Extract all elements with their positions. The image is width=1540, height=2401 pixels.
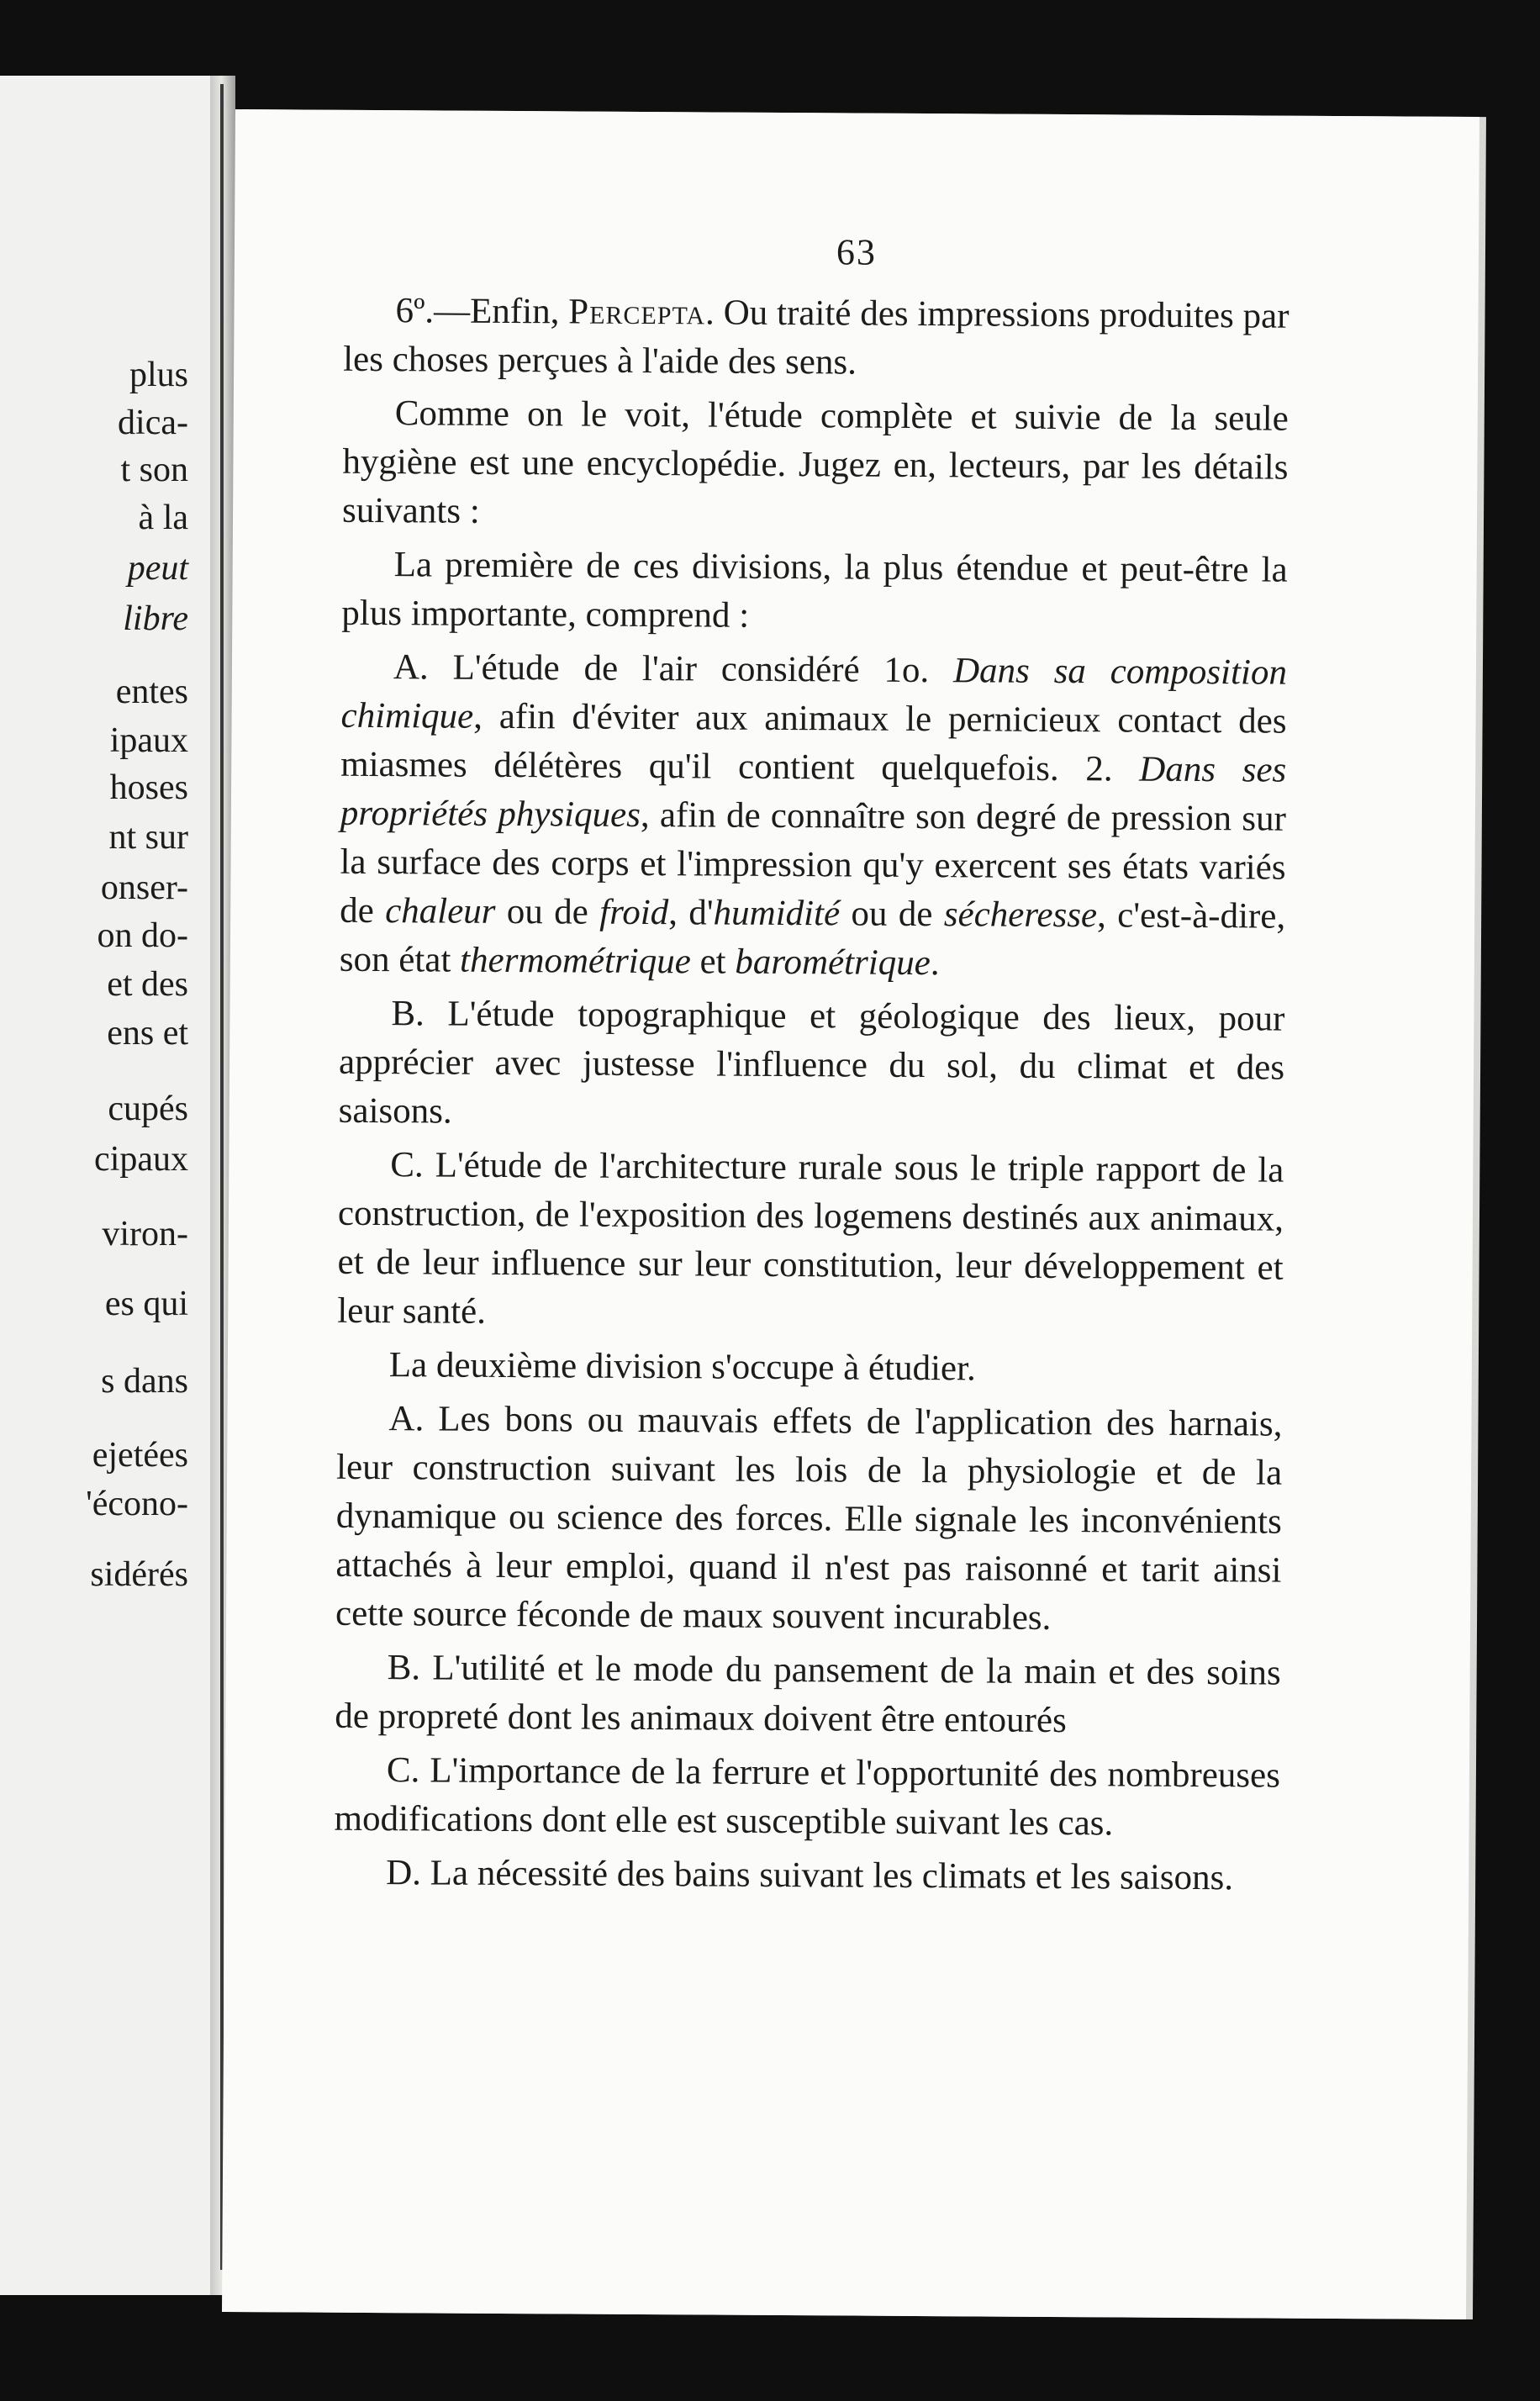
paragraph-p4 [340,643,1287,990]
text-segment: , c'est-à-dire, son état [339,895,1286,980]
text-segment: , d' [668,893,714,933]
book-page [222,109,1479,2319]
paragraph-p6 [337,1141,1284,1342]
left-page-fragment [0,76,210,2295]
left-page-line: ejetées [92,1436,188,1475]
left-page-line: s dans [101,1362,188,1401]
page-body-text [334,287,1289,1908]
text-segment: B. L'étude topographique et géologique des lieux, pour apprécier avec justesse l'influence du sol, du climat et des saisons. [338,994,1285,1132]
paragraph-p10 [334,1746,1280,1850]
paragraph-p7 [337,1341,1283,1396]
italic-text: sécheresse [943,894,1098,936]
left-page-line: nt sur [108,818,188,857]
left-page-line: à la [138,499,188,537]
text-segment: ou de [495,891,600,932]
italic-text: Dans ses propriétés physiques [340,749,1287,835]
page-number: 63 [836,231,878,273]
text-segment: C. L'importance de la ferrure et l'opportunité des nombreuses modifications dont elle est susceptible suivant les cas. [334,1750,1281,1844]
paragraph-p1 [343,287,1289,390]
text-segment: La première de ces divisions, la plus étendue et peut-être la plus importante, comprend : [341,545,1288,636]
italic-text: humidité [713,893,841,934]
paragraph-p3 [341,541,1288,644]
text-segment: D. La nécessité des bains suivant les climats et les saisons. [386,1853,1234,1898]
text-segment: La deuxième division s'occupe à étudier. [388,1345,976,1389]
left-page-line: ipaux [109,721,188,760]
text-segment: . Ou traité des impressions produites par les choses perçues à l'aide des sens. [343,293,1289,383]
italic-text: froid [599,892,669,933]
text-segment: , afin d'éviter aux animaux le pernicieux contact des miasmes délétères qu'il contient quelquefois. 2. [340,696,1287,789]
left-page-line: libre [123,599,188,638]
italic-text: chaleur [385,891,496,931]
left-page-line: es qui [104,1285,188,1323]
left-page-line: 'écono- [86,1485,188,1523]
text-segment: . [930,943,940,984]
left-page-line: hoses [109,768,188,807]
paragraph-p11 [334,1849,1279,1903]
gutter-shadow-line [220,84,224,2270]
left-page-line: entes [115,673,188,711]
left-page-line: plus [129,356,188,394]
left-page-line: cipaux [94,1140,188,1179]
left-page-line: sidérés [90,1555,188,1594]
left-page-line: cupés [108,1090,188,1128]
left-page-line: et des [107,965,188,1004]
left-page-line: t son [120,451,188,489]
left-page-line: viron- [102,1215,188,1253]
left-page-line: peut [127,549,188,588]
text-segment: et [690,942,736,982]
left-page-line: ens et [107,1014,188,1053]
text-segment: 6º.—Enfin, [395,291,569,332]
paragraph-p2 [342,389,1289,541]
text-segment: , afin de connaître son degré de pression sur la surface des corps et l'impression qu'y exercent ses états variés de [340,794,1287,931]
text-segment: A. L'étude de l'air considéré 1o. [393,647,954,691]
left-page-line: dica- [118,404,188,442]
small-caps-text: Percepta [568,292,706,333]
italic-text: barométrique [735,942,931,984]
paragraph-p9 [335,1644,1281,1747]
left-page-line: on do- [97,916,188,955]
text-segment: B. L'utilité et le mode du pansement de la main et des soins de propreté dont les animaux doivent être entourés [335,1648,1281,1741]
paragraph-p5 [339,989,1285,1142]
text-segment: A. Les bons ou mauvais effets de l'application des harnais, leur construction suivant les lois de la physiologie et de la dynamique ou science des forces. Elle signale les inconvénients attachés à leur emploi, quand il n'est pas raisonné et tarit ainsi cette source féconde de maux souvent incurables. [335,1399,1283,1638]
paragraph-p8 [335,1395,1283,1644]
text-segment: C. L'étude de l'architecture rurale sous le triple rapport de la construction, de l'exposition des logemens destinés aux animaux, et de leur influence sur leur constitution, leur développement et leur santé. [337,1145,1284,1332]
italic-text: thermométrique [459,940,691,982]
left-page-line: onser- [100,868,188,907]
text-segment: ou de [839,894,944,935]
text-segment: Comme on le voit, l'étude complète et suivie de la seule hygiène est une encyclopédie. Jugez en, lecteurs, par les détails suivants : [341,393,1289,531]
italic-text: Dans sa composition chimique [340,651,1288,736]
